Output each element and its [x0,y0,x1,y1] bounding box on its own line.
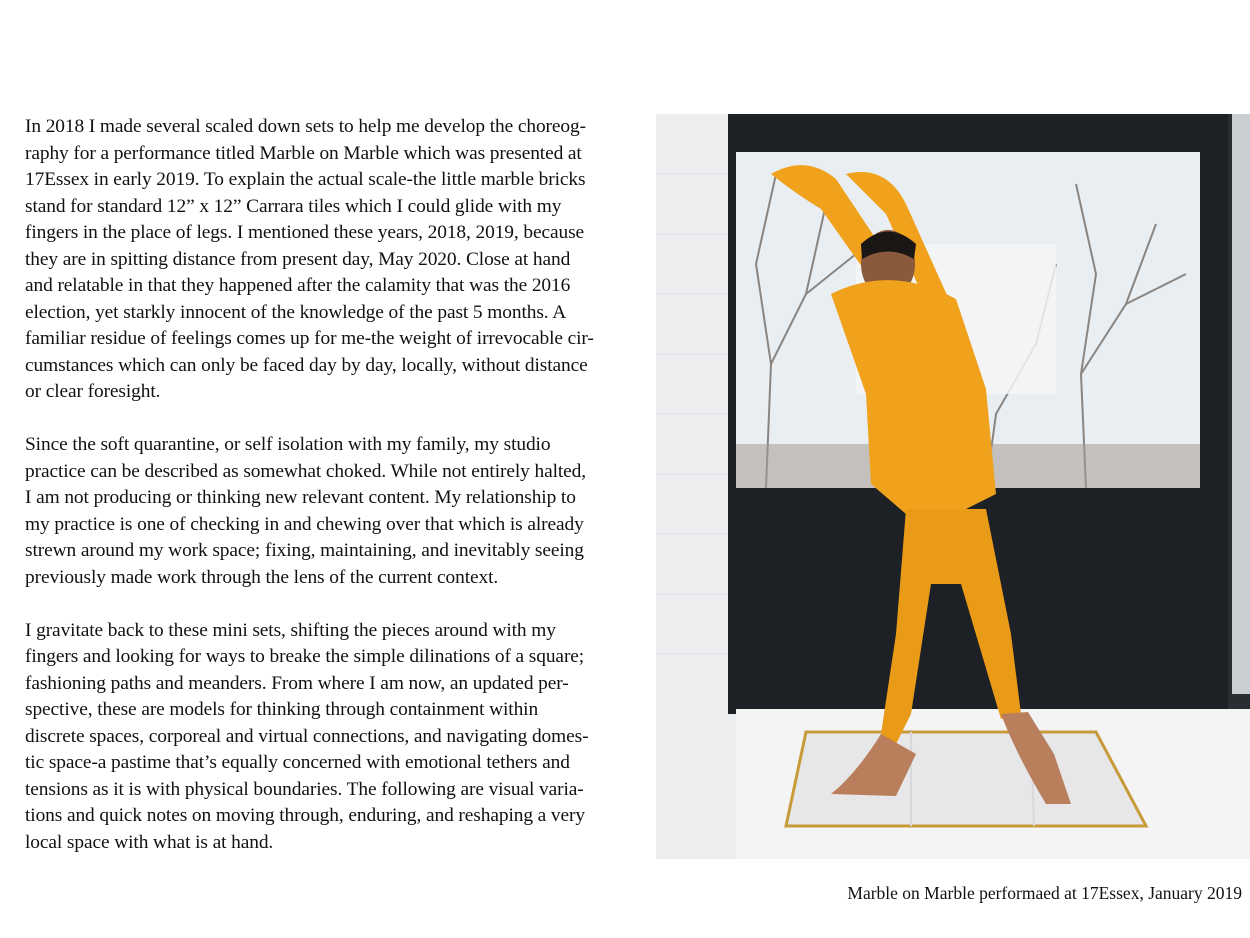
text-line: familiar residue of feelings comes up for me-the weight of irrevocable cir- [25,328,594,349]
text-line: practice can be described as somewhat choked. While not entirely halted, [25,460,587,482]
paragraph-3 [25,618,637,857]
text-line: tions and quick notes on moving through, enduring, and reshaping a very [25,805,585,826]
text-line: strewn around my work space; fixing, maintaining, and inevitably seeing [25,540,584,561]
text-line: 17Essex in early 2019. To explain the actual scale-the little marble bricks [25,169,586,190]
text-line: I am not producing or thinking new relevant content. My relationship to [25,487,576,508]
text-line: my practice is one of checking in and chewing over that which is already [25,513,584,535]
text-line: cumstances which can only be faced day by day, locally, without distance [25,354,588,376]
text-line: and relatable in that they happened after the calamity that was the 2016 [25,275,571,296]
text-line: fashioning paths and meanders. From where I am now, an updated per- [25,672,569,694]
text-line: stand for standard 12” x 12” Carrara tiles which I could glide with my [25,195,562,217]
text-line: spective, these are models for thinking through containment within [25,699,539,720]
paragraph-1 [25,114,637,406]
text-line: raphy for a performance titled Marble on Marble which was presented at [25,142,582,164]
paragraph-gap [25,406,637,433]
marble-tile [786,732,1146,826]
text-line: election, yet starkly innocent of the knowledge of the past 5 months. A [25,301,567,323]
text-line: local space with what is at hand. [25,831,274,853]
text-line: fingers in the place of legs. I mentioned these years, 2018, 2019, because [25,222,585,243]
text-line: fingers and looking for ways to breake the simple dilinations of a square; [25,646,585,667]
paragraph-2 [25,432,637,591]
text-line: tensions as it is with physical boundaries. The following are visual varia- [25,778,584,800]
paragraph-gap [25,591,637,618]
text-line: tic space-a pastime that’s equally concerned with emotional tethers and [25,752,570,773]
photo-caption: Marble on Marble performaed at 17Essex, January 2019 [847,883,1242,903]
performance-photo [656,114,1250,859]
body-text [25,114,637,856]
performance-photo-illustration [656,114,1250,859]
text-line: In 2018 I made several scaled down sets to help me develop the choreog- [25,116,586,137]
text-line: I gravitate back to these mini sets, shifting the pieces around with my [25,619,556,641]
text-line: Since the soft quarantine, or self isolation with my family, my studio [25,434,551,455]
text-line: previously made work through the lens of the current context. [25,566,499,588]
text-line: discrete spaces, corporeal and virtual connections, and navigating domes- [25,725,589,747]
text-line: or clear foresight. [25,381,161,402]
text-line: they are in spitting distance from present day, May 2020. Close at hand [25,248,571,270]
brick-wall [656,114,736,859]
